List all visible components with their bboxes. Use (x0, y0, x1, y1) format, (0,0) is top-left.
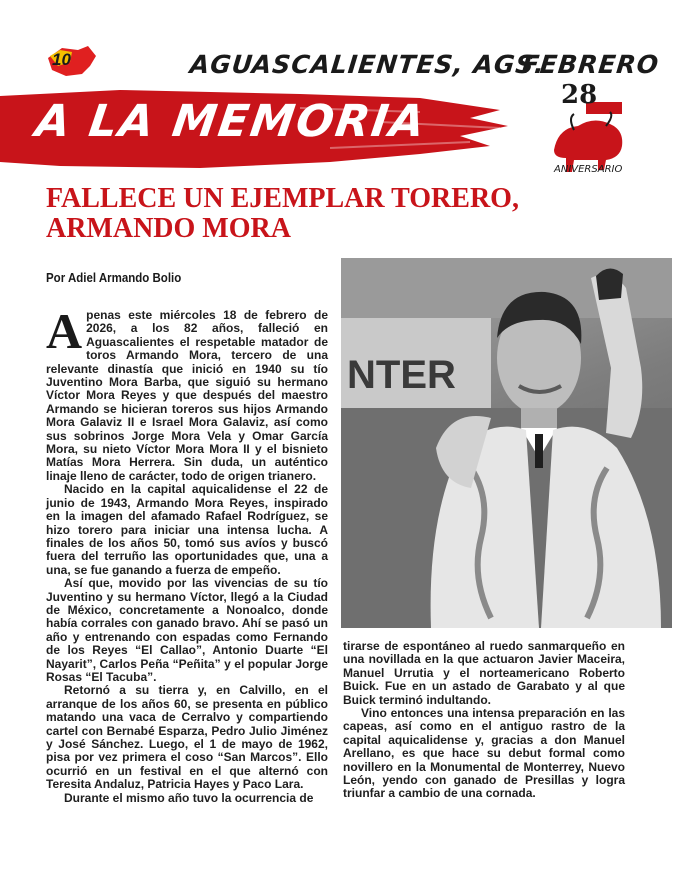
headline-line-2: ARMANDO MORA (46, 213, 291, 244)
torero-photo-graphic (341, 258, 672, 628)
anniversary-number: 28 (561, 80, 598, 110)
dropcap: A (46, 303, 83, 359)
headline-line-1: FALLECE UN EJEMPLAR TORERO, (46, 183, 519, 214)
article-paragraph-6: tirarse de espontáneo al ruedo sanmarqueño en una novillada en la que actuaron Javier Maceira, Manuel Urrutia y el norteamericano Roberto Buick. Fue en un astado de Garabato y al que Buick terminó indultando. (343, 639, 625, 707)
article-headline (46, 184, 606, 244)
city-label: AGUASCALIENTES, AGS. (188, 50, 547, 79)
article-paragraph-4: Retornó a su tierra y, en Calvillo, en el arranque de los años 60, se presenta en público matando una vaca de Cerralvo y compartiendo cartel con Bernabé Esparza, Pedro Julio Jiménez y José Sánchez. Luego, el 1 de mayo de 1962, pisa por vez primera el coso “San Marcos”. Ello ocurrió en un festival en el que alternó con Teresita Andaluz, Patricia Hayes y Paco Lara. (46, 683, 328, 792)
article-paragraph-3: Así que, movido por las vivencias de su tío Juventino y su hermano Víctor, llegó a la Ciudad de México, concretamente a Nonoalco, donde había corrales con ganado bravo. Ahí se pasó un año y entrenando con espadas como Fernando de los Reyes “El Callao”, Antonio Duarte “El Nayarit”, Carlos Peña “Peñita” y el popular Jorge Rosas “El Tacuba”. (46, 576, 328, 684)
page-number: 10 (52, 50, 71, 69)
article-paragraph-1 (46, 303, 328, 483)
paragraph-1-text: penas este miércoles 18 de febrero de 2026, a los 82 años, falleció en Aguascalientes el respetable matador de toros Armando Mora, tercero de una relevante dinastía que inició en 1940 su tío Juventino Mora Barba, que siguió su hermano Víctor Mora Reyes y que después del maestro Armando se hicieran toreros sus hijos Armando Mora Galaviz II e Israel Mora Galaviz, así como sus sobrinos Jorge Mora Vela y Omar García Mora, su nieto Víctor Mora Mora II y el bisnieto Matías Mora Herrera. Sin duda, un auténtico linaje lleno de carácter, todo de origen trianero. (46, 308, 328, 483)
article-paragraph-2: Nacido en la capital aquicalidense el 22 de junio de 1943, Armando Mora Reyes, inspirado en la imagen del afamado Rafael Rodríguez, se hizo torero para iniciar una intensa lucha. A finales de los años 50, tomó sus avíos y buscó fuera del terruño las oportunidades que, una a una, se fue ganando a fuerza de empeño. (46, 482, 328, 577)
section-title: A LA MEMORIA (32, 96, 430, 147)
anniversary-word: ANIVERSARIO (554, 164, 623, 175)
month-label: FEBRERO (520, 50, 661, 79)
article-column-right (343, 640, 625, 801)
article-paragraph-5: Durante el mismo año tuvo la ocurrencia de (64, 790, 314, 805)
article-column-left (46, 303, 328, 805)
article-paragraph-7: Vino entonces una intensa preparación en las capeas, así como en el antiguo rastro de la capital aquicalidense y, gracias a don Manuel Arellano, es que hace su debut formal como novillero en la Monumental de Monterrey, Nuevo León, yendo con ganado de Presillas y logra triunfar a cambio de una cornada. (343, 706, 625, 801)
background-sign-text: NTER (347, 353, 456, 397)
torero-photo (341, 258, 672, 628)
byline: Por Adiel Armando Bolio (46, 271, 182, 285)
